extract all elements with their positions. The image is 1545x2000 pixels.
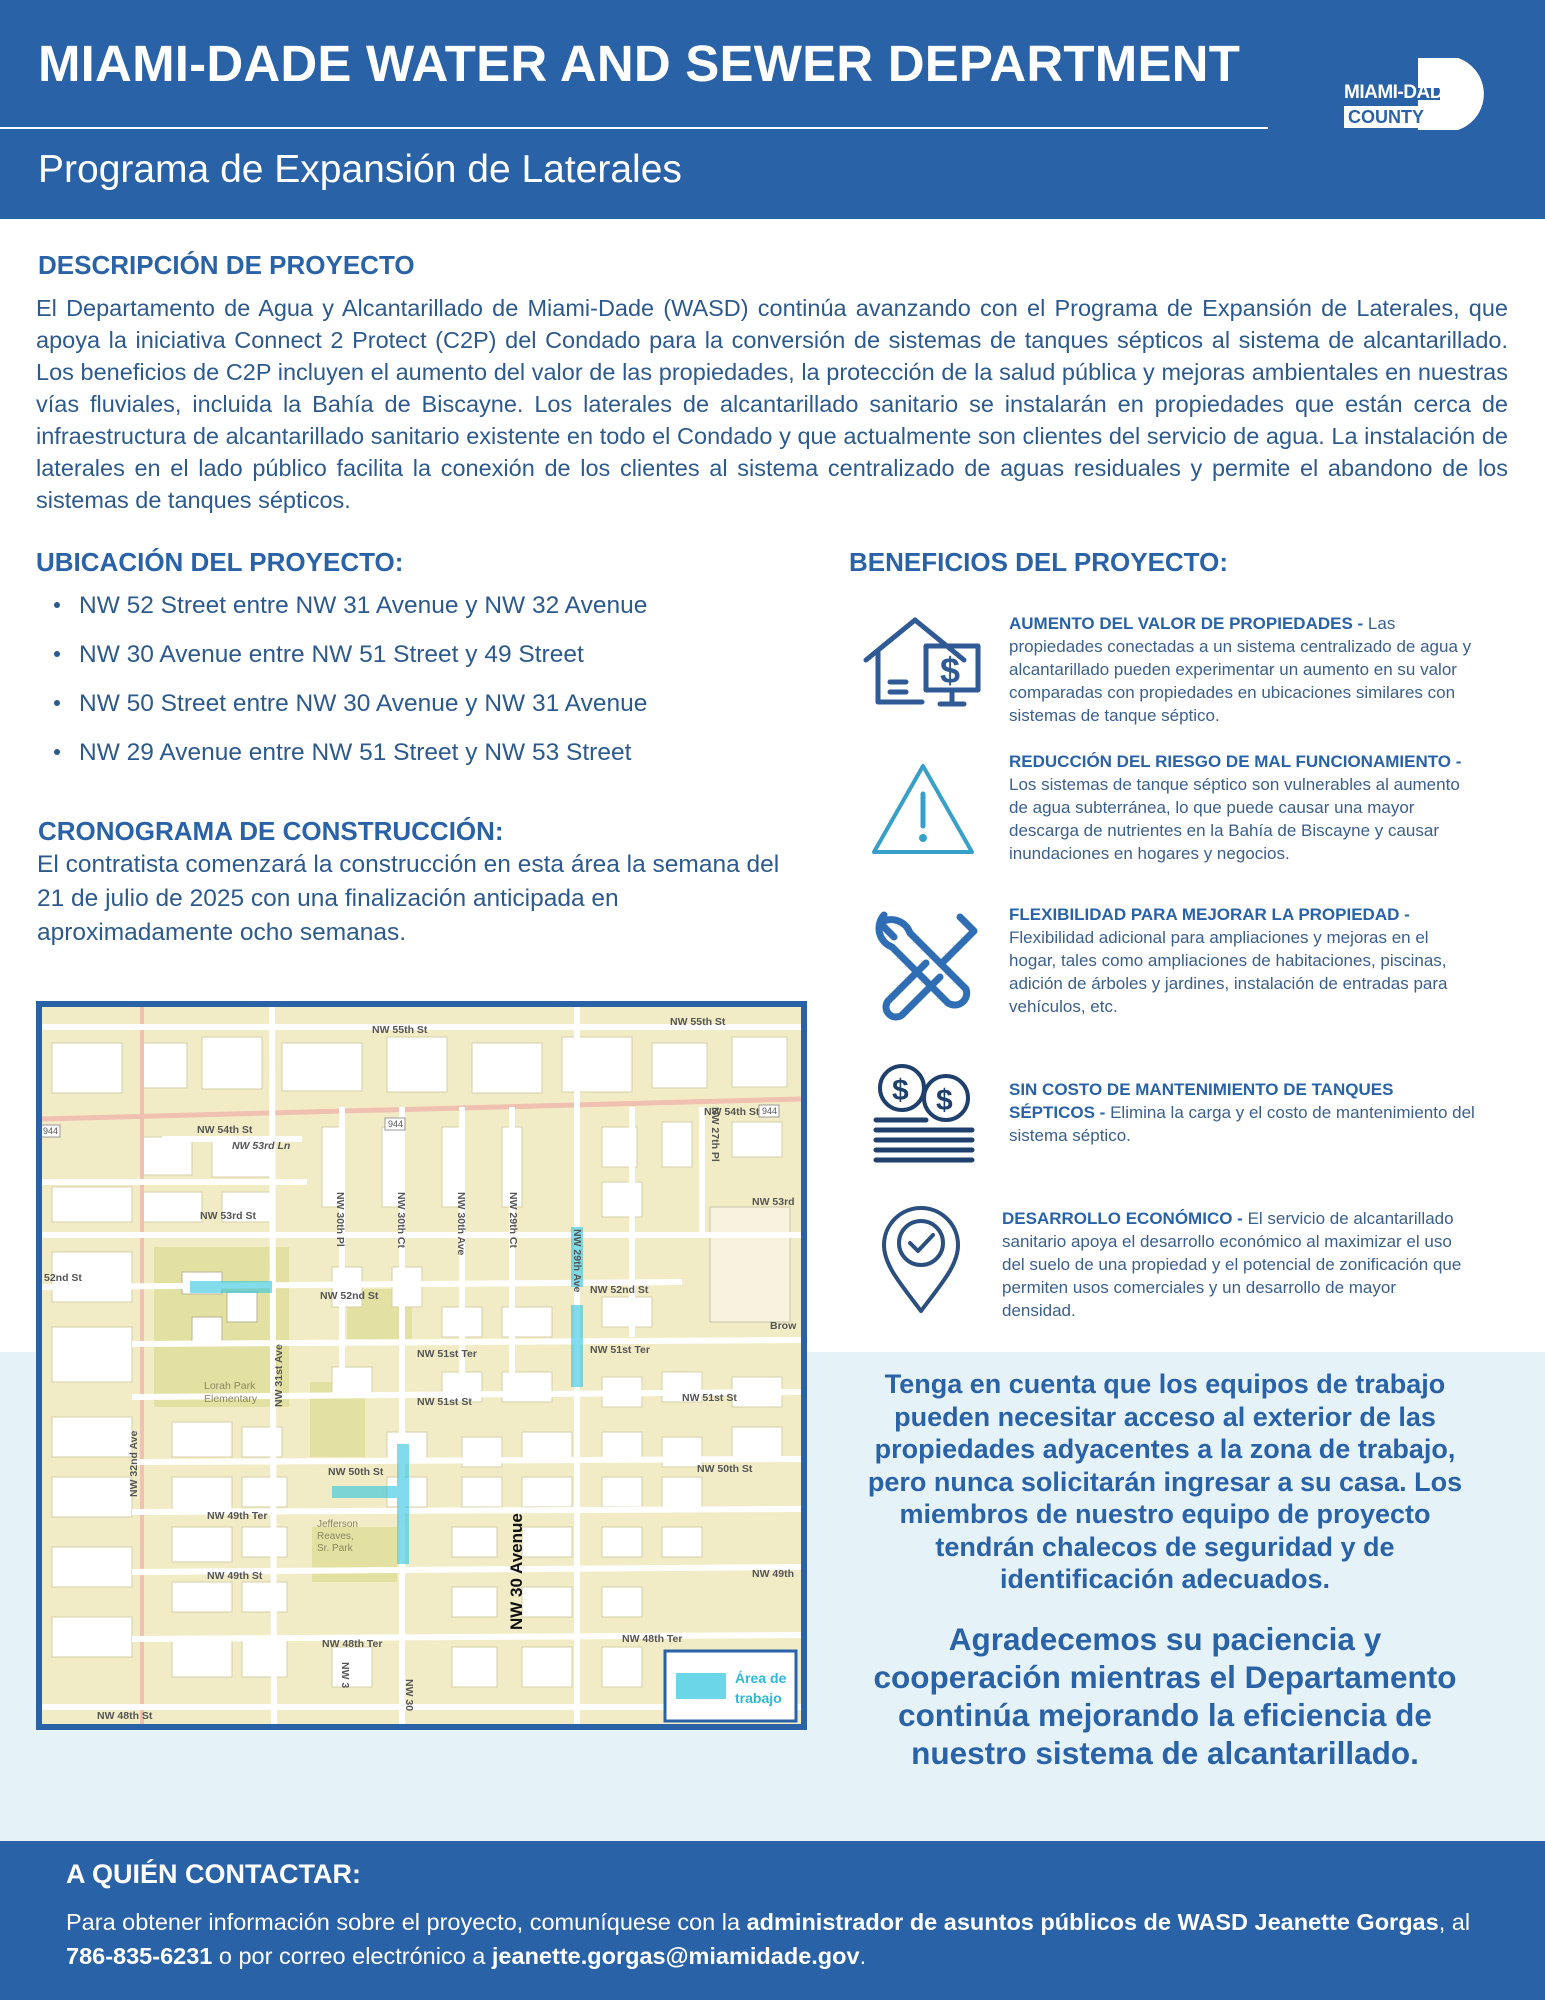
label-nw29ave: NW 29th Ave — [571, 1229, 583, 1293]
list-item — [50, 592, 647, 641]
contact-phone[interactable]: 786-835-6231 — [66, 1943, 213, 1969]
contact-email[interactable]: jeanette.gorgas@miamidade.gov — [491, 1943, 860, 1969]
benefits-heading: BENEFICIOS DEL PROYECTO: — [849, 547, 1228, 577]
label-nw30: NW 30 — [403, 1679, 415, 1712]
shield-944-left: 944 — [43, 1126, 59, 1136]
location-item-text: NW 29 Avenue entre NW 51 Street y NW 53 Street — [79, 739, 632, 766]
svg-text:$: $ — [892, 1074, 909, 1107]
benefit-text-risk: REDUCCIÓN DEL RIESGO DE MAL FUNCIONAMIENTO - Los sistemas de tanque séptico son vulnerables al aumento de agua subterránea, lo que puede causar una mayor descarga de nutrientes en la Bahía de Biscayne y causar inundaciones en hogares y negocios. — [1009, 752, 1462, 863]
label-nw48: NW 48th St — [97, 1710, 153, 1722]
tools-icon — [862, 905, 984, 1027]
work-area-nw29-avenue-south — [571, 1305, 583, 1387]
label-nw55: NW 55th St — [372, 1024, 428, 1036]
label-nw55b: NW 55th St — [670, 1016, 726, 1028]
list-item — [50, 739, 647, 788]
label-nw29ct: NW 29th Ct — [507, 1192, 519, 1248]
label-brow: Brow — [770, 1320, 797, 1332]
department-title: MIAMI-DADE WATER AND SEWER DEPARTMENT — [38, 35, 1241, 92]
label-nw27pl: NW 27th Pl — [709, 1107, 721, 1162]
work-area-nw50-street — [332, 1486, 402, 1498]
logo-text-county: COUNTY — [1344, 106, 1428, 128]
header-divider — [0, 127, 1268, 129]
description-text: El Departamento de Agua y Alcantarillado de Miami-Dade (WASD) continúa avanzando con el Programa de Expansión de Laterales, que apoya la iniciativa Connect 2 Protect (C2P) del Condado para la conversión de sistemas de tanques sépticos al sistema de alcantarillado. Los beneficios de C2P incluyen el aumento del valor de las propiedades, la protección de la salud pública y mejoras ambientales en nuestras vías fluviales, incluida la Bahía de Biscayne. Los laterales de alcantarillado sanitario se instalarán en propiedades que están cerca de infraestructura de alcantarillado sanitario existente en todo el Condado y que actualmente son clientes del servicio de agua. La instalación de laterales en el lado público facilita la conexión de los clientes al sistema centralizado de aguas residuales y permite el abandono de los sistemas de tanques sépticos. — [36, 295, 1508, 513]
list-item — [50, 641, 647, 690]
label-nw51: NW 51st St — [417, 1396, 472, 1408]
map-legend — [665, 1651, 796, 1721]
label-nw48terb: NW 48th Ter — [622, 1633, 683, 1645]
bullet-icon — [54, 749, 60, 755]
commercial-block — [710, 1207, 790, 1322]
house-dollar-icon — [860, 612, 985, 710]
program-subtitle: Programa de Expansión de Laterales — [38, 148, 682, 191]
benefit-text-property-value: AUMENTO DEL VALOR DE PROPIEDADES - Las propiedades conectadas a un sistema centralizado de agua y alcantarillado pueden experimentar un aumento en su valor comparadas con propiedades en ubicaciones similares con sistemas de tanque séptico. — [1009, 614, 1472, 725]
label-nw30-avenue-big: NW 30 Avenue — [507, 1513, 526, 1630]
label-jefferson-park: Jefferson Reaves, Sr. Park — [317, 1519, 358, 1554]
benefit-text-flexibility: FLEXIBILIDAD PARA MEJORAR LA PROPIEDAD - Flexibilidad adicional para ampliaciones y mejoras en el hogar, tales como ampliaciones de habitaciones, piscinas, adición de árboles y jardines, instalación de entradas para vehículos, etc. — [1009, 905, 1448, 1016]
label-nw51b: NW 51st St — [682, 1392, 737, 1404]
label-nw52-left: 52nd St — [44, 1272, 82, 1284]
location-item-text: NW 52 Street entre NW 31 Avenue y NW 32 Avenue — [79, 592, 648, 619]
map-canvas — [42, 1007, 801, 1724]
contact-heading: A QUIÉN CONTACTAR: — [66, 1859, 361, 1889]
bullet-icon — [54, 700, 60, 706]
location-heading: UBICACIÓN DEL PROYECTO: — [36, 547, 404, 577]
svg-text:$: $ — [936, 1084, 953, 1117]
label-nw53: NW 53rd St — [200, 1210, 257, 1222]
label-nw54: NW 54th St — [197, 1124, 253, 1136]
label-nw49b: NW 49th — [752, 1568, 794, 1580]
logo-text-miami-dade: MIAMI-DADE — [1344, 82, 1456, 103]
bullet-icon — [54, 651, 60, 657]
schedule-heading: CRONOGRAMA DE CONSTRUCCIÓN: — [38, 816, 504, 846]
page-header — [0, 0, 1545, 219]
schedule-text: El contratista comenzará la construcción en esta área la semana del 21 de julio de 2025 con una finalización anticipada en aproximadamente ocho semanas. — [37, 851, 780, 946]
notice-text: Tenga en cuenta que los equipos de trabajo pueden necesitar acceso al exterior de las propiedades adyacentes a la zona de trabajo, pero nunca solicitarán ingresar a su casa. Los miembros de nuestro equipo de proyecto tendrán chalecos de seguridad y de identificación adecuados. — [867, 1369, 1463, 1594]
coins-icon — [870, 1062, 978, 1170]
label-nw30pl: NW 30th Pl — [334, 1192, 346, 1247]
label-nw52: NW 52nd St — [320, 1290, 379, 1302]
label-nw53ln: NW 53rd Ln — [232, 1140, 291, 1152]
list-item — [50, 690, 647, 739]
bullet-icon — [54, 602, 60, 608]
label-nw49: NW 49th St — [207, 1570, 263, 1582]
label-nw32ave: NW 32nd Ave — [128, 1430, 140, 1497]
benefit-text-no-maintenance: SIN COSTO DE MANTENIMIENTO DE TANQUES SÉPTICOS - Elimina la carga y el costo de mantenimiento del sistema séptico. — [1009, 1080, 1475, 1145]
location-item-text: NW 30 Avenue entre NW 51 Street y 49 Street — [79, 641, 584, 668]
label-nw3: NW 3 — [339, 1662, 351, 1689]
label-nw49ter: NW 49th Ter — [207, 1510, 268, 1522]
legend-swatch — [676, 1673, 726, 1699]
project-map[interactable] — [36, 1001, 807, 1730]
label-nw31ave: NW 31st Ave — [273, 1344, 285, 1407]
shield-944-right: 944 — [762, 1106, 778, 1116]
label-nw54b: NW 54th St — [704, 1106, 760, 1118]
label-lorah-park: Lorah Park Elementary — [204, 1380, 258, 1405]
location-item-text: NW 50 Street entre NW 30 Avenue y NW 31 Avenue — [79, 690, 648, 717]
thanks-text: Agradecemos su paciencia y cooperación mientras el Departamento continúa mejorando la eficiencia de nuestro sistema de alcantarillado. — [873, 1621, 1457, 1771]
legend-label: Área de trabajo — [735, 1670, 787, 1706]
label-nw51ter: NW 51st Ter — [417, 1348, 477, 1360]
contact-text: Para obtener información sobre el proyecto, comuníquese con la administrador de asuntos públicos de WASD Jeanette Gorgas, al 786-835-6231 o por correo electrónico a jeanette.gorgas@miamidade.gov. — [66, 1909, 1471, 1969]
shield-944-center: 944 — [388, 1119, 404, 1129]
contact-footer — [0, 1841, 1545, 2000]
label-nw30ave-small: NW 30th Ave — [455, 1192, 467, 1256]
label-nw52b: NW 52nd St — [590, 1284, 649, 1296]
svg-text:$: $ — [940, 650, 961, 691]
contact-name: administrador de asuntos públicos de WASD Jeanette Gorgas — [746, 1909, 1439, 1935]
label-nw48ter: NW 48th Ter — [322, 1638, 383, 1650]
description-heading: DESCRIPCIÓN DE PROYECTO — [38, 250, 415, 280]
location-check-icon — [880, 1205, 962, 1317]
label-nw53b: NW 53rd — [752, 1196, 795, 1208]
benefit-text-economic: DESARROLLO ECONÓMICO - El servicio de alcantarillado sanitario apoya el desarrollo económico al maximizar el uso del suelo de una propiedad y el potencial de zonificación que permiten usos comerciales y un desarrollo de mayor densidad. — [1002, 1209, 1462, 1320]
work-area-nw52-street — [190, 1281, 272, 1293]
label-nw50: NW 50th St — [328, 1466, 384, 1478]
label-nw30ct: NW 30th Ct — [395, 1192, 407, 1248]
work-area-nw30-avenue — [397, 1444, 409, 1564]
warning-icon — [868, 760, 978, 860]
label-nw50b: NW 50th St — [697, 1463, 753, 1475]
road-944 — [42, 1099, 801, 1119]
miami-dade-county-logo — [1340, 54, 1510, 134]
location-list — [50, 592, 647, 788]
label-nw51terb: NW 51st Ter — [590, 1344, 650, 1356]
